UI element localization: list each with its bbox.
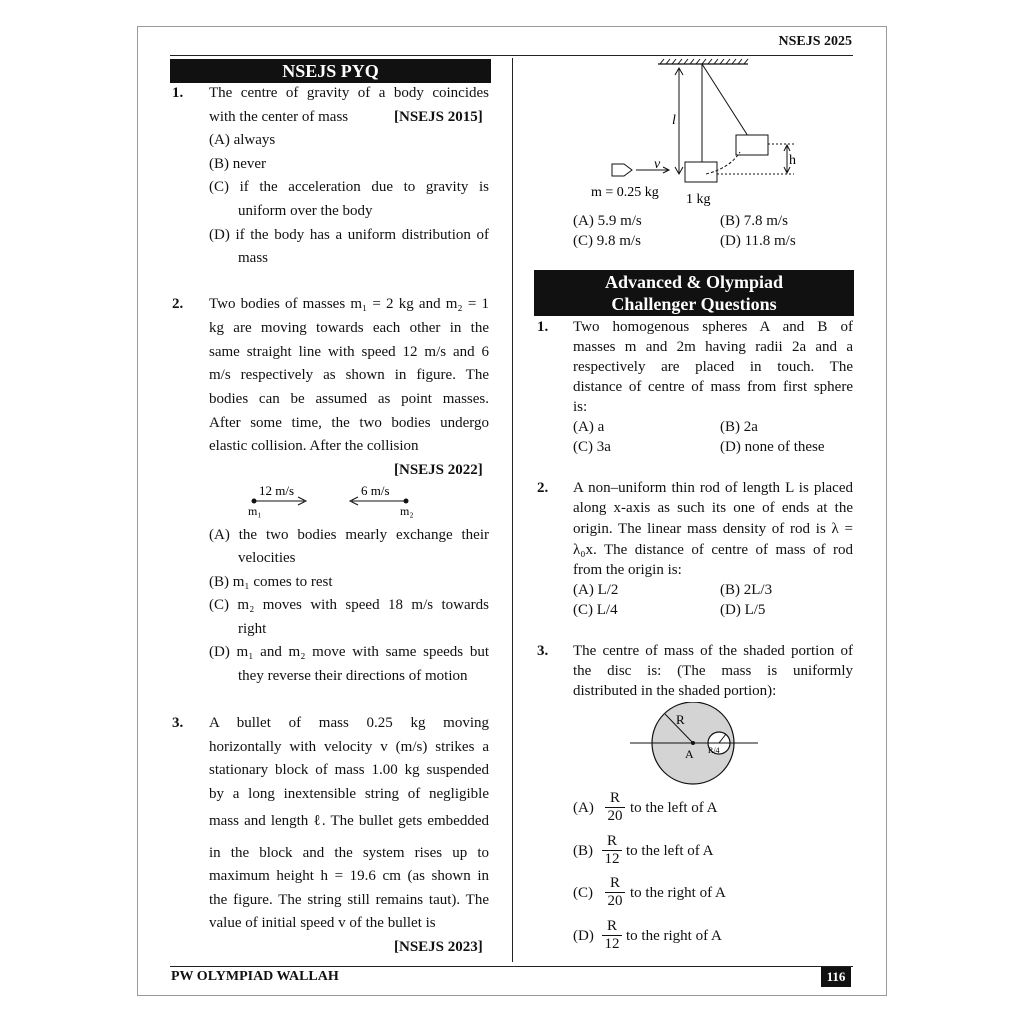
aq1-number: 1. bbox=[537, 319, 549, 335]
bullet-velocity-label: v bbox=[654, 157, 661, 172]
aq1-line-4: distance of centre of mass from first sphere bbox=[573, 379, 853, 395]
q1-option-c-line-1: (C) if the acceleration due to gravity is bbox=[209, 179, 489, 195]
q3-source-tag: [NSEJS 2023] bbox=[394, 939, 483, 955]
bullet-mass-label: m = 0.25 kg bbox=[591, 185, 659, 200]
aq3-option-b-fraction bbox=[602, 833, 622, 868]
q2-fig-mass-2-label: m₂ bbox=[400, 504, 414, 518]
q1-number: 1. bbox=[172, 85, 184, 101]
disc-center-label: A bbox=[685, 747, 694, 761]
page-number: 116 bbox=[821, 967, 851, 987]
q3-line-7: maximum height h = 19.6 cm (as shown in bbox=[209, 868, 489, 884]
q3-option-b: (B) 7.8 m/s bbox=[720, 213, 788, 229]
aq3-option-c-denominator: 20 bbox=[607, 893, 623, 909]
q3-line-6: in the block and the system rises up to bbox=[209, 845, 489, 861]
aq3-option-a-denominator: 20 bbox=[607, 808, 623, 824]
aq2-line-1: A non–uniform thin rod of length L is placed bbox=[573, 480, 853, 496]
section-title-advanced-line-1: Advanced & Olympiad bbox=[604, 272, 784, 292]
aq1-line-5: is: bbox=[573, 399, 588, 415]
footer-rule bbox=[170, 966, 853, 967]
aq1-option-d: (D) none of these bbox=[720, 439, 825, 455]
q3-number: 3. bbox=[172, 715, 184, 731]
q3-option-d: (D) 11.8 m/s bbox=[720, 233, 796, 249]
aq3-option-d-text: to the right of A bbox=[626, 928, 722, 944]
q1-option-d-line-1: (D) if the body has a uniform distribution of bbox=[209, 227, 489, 243]
q2-option-a-line-2: velocities bbox=[238, 550, 296, 566]
cavity-radius-label: R/4 bbox=[708, 746, 720, 755]
bullet-shape bbox=[612, 164, 632, 176]
aq2-option-c: (C) L/4 bbox=[573, 602, 618, 618]
aq2-option-b: (B) 2L/3 bbox=[720, 582, 773, 598]
aq3-line-3: distributed in the shaded portion): bbox=[573, 683, 777, 699]
q2-number: 2. bbox=[172, 296, 184, 312]
q2-fig-mass-1-label: m₁ bbox=[248, 504, 262, 518]
q3-line-3: stationary block of mass 1.00 kg suspended bbox=[209, 762, 489, 778]
q3-line-8: the figure. The string still remains taut). The bbox=[209, 892, 489, 908]
q2-line-3: same straight line with speed 12 m/s and 6 bbox=[209, 344, 489, 360]
aq3-option-b-denominator: 12 bbox=[604, 851, 620, 867]
aq1-option-a: (A) a bbox=[573, 419, 605, 435]
aq3-option-d-label: (D) bbox=[573, 928, 594, 944]
aq3-option-d-fraction bbox=[602, 918, 622, 953]
section-title-advanced-line-2: Challenger Questions bbox=[611, 294, 777, 314]
aq3-number: 3. bbox=[537, 643, 549, 659]
q2-line-7: elastic collision. After the collision bbox=[209, 438, 419, 454]
q2-option-a-line-1: (A) the two bodies mearly exchange their bbox=[209, 527, 489, 543]
aq3-option-d-numerator: R bbox=[602, 918, 622, 936]
disc-center-dot bbox=[691, 741, 695, 745]
q2-option-c-line-1: (C) m₂ moves with speed 18 m/s towards bbox=[209, 597, 489, 613]
q3-line-1: A bullet of mass 0.25 kg moving bbox=[209, 715, 489, 731]
q2-source-tag: [NSEJS 2022] bbox=[394, 462, 483, 478]
ceiling-hatch bbox=[660, 59, 748, 64]
q3-option-a: (A) 5.9 m/s bbox=[573, 213, 642, 229]
aq1-line-2: masses m and 2m having radii 2a and a bbox=[573, 339, 853, 355]
aq3-option-c-numerator: R bbox=[605, 875, 625, 893]
string-displaced bbox=[702, 64, 748, 136]
q3-line-2: horizontally with velocity v (m/s) strikes a bbox=[209, 739, 489, 755]
aq3-option-a-text: to the left of A bbox=[630, 800, 718, 816]
aq1-line-1: Two homogenous spheres A and B of bbox=[573, 319, 853, 335]
header-book-tag: NSEJS 2025 bbox=[778, 34, 852, 49]
aq2-option-d: (D) L/5 bbox=[720, 602, 766, 618]
q3-line-5: mass and length ℓ. The bullet gets embedded bbox=[209, 813, 489, 829]
aq3-line-1: The centre of mass of the shaded portion of bbox=[573, 643, 853, 659]
aq2-option-a: (A) L/2 bbox=[573, 582, 619, 598]
aq3-option-a-fraction bbox=[605, 790, 625, 825]
q2-option-c-line-2: right bbox=[238, 621, 267, 637]
aq3-line-2: the disc is: (The mass is uniformly bbox=[573, 663, 853, 679]
aq2-number: 2. bbox=[537, 480, 549, 496]
q3-line-9: value of initial speed v of the bullet is bbox=[209, 915, 436, 931]
aq2-line-2: along x-axis as such its one of ends at the bbox=[573, 500, 853, 516]
disc-figure bbox=[628, 702, 760, 788]
column-divider bbox=[512, 58, 513, 962]
aq3-option-c-text: to the right of A bbox=[630, 885, 726, 901]
aq3-option-b-text: to the left of A bbox=[626, 843, 714, 859]
q2-line-5: bodies can be assumed as point masses. bbox=[209, 391, 489, 407]
aq3-option-d-denominator: 12 bbox=[604, 936, 620, 952]
q2-fig-velocity-2: 6 m/s bbox=[361, 483, 390, 498]
q2-line-2: kg are moving towards each other in the bbox=[209, 320, 489, 336]
aq3-option-c-label: (C) bbox=[573, 885, 593, 901]
block-mass-label: 1 kg bbox=[686, 192, 711, 207]
aq2-line-4: λ₀x. The distance of centre of mass of rod bbox=[573, 542, 853, 558]
q2-line-4: m/s respectively as shown in figure. The bbox=[209, 367, 489, 383]
aq2-line-3: origin. The linear mass density of rod is λ = bbox=[573, 521, 853, 537]
aq3-option-c-fraction bbox=[605, 875, 625, 910]
q2-fig-velocity-1: 12 m/s bbox=[259, 483, 295, 498]
q2-option-d-line-1: (D) m₁ and m₂ move with same speeds but bbox=[209, 644, 489, 660]
aq3-option-b-label: (B) bbox=[573, 843, 593, 859]
footer-publisher: PW OLYMPIAD WALLAH bbox=[171, 969, 339, 984]
aq1-line-3: respectively are placed in touch. The bbox=[573, 359, 853, 375]
q3-line-4: by a long inextensible string of negligible bbox=[209, 786, 489, 802]
q1-option-c-line-2: uniform over the body bbox=[238, 203, 373, 219]
pendulum-figure bbox=[580, 56, 820, 211]
aq3-option-b-numerator: R bbox=[602, 833, 622, 851]
disc-radius-label: R bbox=[676, 712, 685, 727]
section-title-advanced bbox=[534, 270, 854, 316]
q1-option-b: (B) never bbox=[209, 156, 267, 172]
q2-option-d-line-2: they reverse their directions of motion bbox=[238, 668, 468, 684]
q2-line-1: Two bodies of masses m₁ = 2 kg and m₂ = 1 bbox=[209, 296, 489, 312]
q2-collision-figure bbox=[240, 480, 430, 520]
q1-source-tag: [NSEJS 2015] bbox=[394, 109, 483, 125]
height-label: h bbox=[789, 153, 796, 168]
q1-option-a: (A) always bbox=[209, 132, 276, 148]
q1-option-d-line-2: mass bbox=[238, 250, 268, 266]
aq3-option-a-numerator: R bbox=[605, 790, 625, 808]
section-title-pyq: NSEJS PYQ bbox=[170, 59, 491, 83]
q1-line-2: with the center of mass bbox=[209, 109, 349, 125]
aq1-option-b: (B) 2a bbox=[720, 419, 758, 435]
q1-line-1: The centre of gravity of a body coincides bbox=[209, 85, 489, 101]
aq3-option-a-label: (A) bbox=[573, 800, 594, 816]
block-displaced bbox=[736, 135, 768, 155]
aq1-option-c: (C) 3a bbox=[573, 439, 611, 455]
q3-option-c: (C) 9.8 m/s bbox=[573, 233, 641, 249]
q2-option-b: (B) m₁ comes to rest bbox=[209, 574, 333, 590]
length-label: l bbox=[672, 113, 676, 128]
aq2-line-5: from the origin is: bbox=[573, 562, 682, 578]
q2-line-6: After some time, the two bodies undergo bbox=[209, 415, 489, 431]
